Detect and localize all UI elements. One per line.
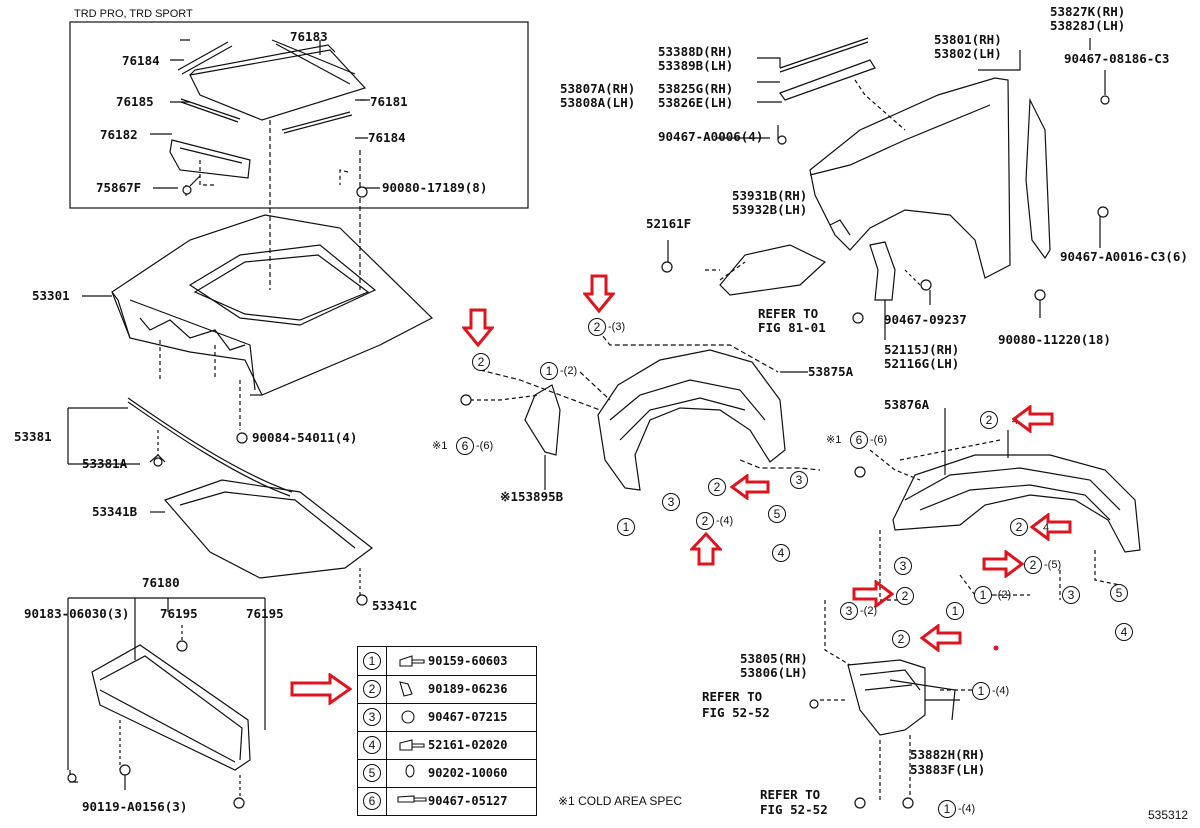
row-number: 4 [363,736,381,754]
nut-icon [387,759,427,787]
fender-liner-strip [1026,100,1050,258]
callout-circle: 1 [540,362,558,380]
row-part-number: 52161-02020 [428,738,508,752]
callout-qty: -(3) [608,321,626,333]
mudguard-53895b [525,385,560,455]
part-label: 53826E(LH) [658,95,734,110]
callout-circle: 3 [662,493,680,511]
callout-circle: 2 [980,411,998,429]
row-number: 2 [363,680,381,698]
left-arrow-icon [730,474,770,500]
part-label: 53801(RH) [934,32,1002,47]
part-label: 90467-09237 [884,312,967,327]
liner-53876a [893,455,1140,552]
row-number: 3 [363,708,381,726]
right-arrow-icon [982,550,1024,578]
callout-circle: 3 [894,557,912,575]
fastener-table [357,646,537,816]
callout-circle: 2 [708,478,726,496]
callout-circle: 6 [850,431,868,449]
row-number: 1 [363,652,381,670]
part-label: 90080-17189(8) [382,180,488,195]
callout-qty: -(5) [1044,559,1062,571]
callout-circle: 1 [974,586,992,604]
part-label: 76181 [370,94,408,109]
refer-label: FIG 52-52 [702,705,770,720]
part-label: 76183 [290,29,328,44]
part-label: 53827K(RH) [1050,4,1126,19]
bolt-icon [387,647,427,675]
callout-circle: 1 [946,602,964,620]
row-number: 5 [363,764,381,782]
callout-circle: 2 [1024,556,1042,574]
callout-qty: -(2) [860,605,878,617]
part-label: 53883F(LH) [910,762,986,777]
part-label: 53876A [884,397,930,412]
bracket-76182 [170,140,250,178]
callout-qty: 4 [1043,522,1050,534]
part-label: 53381 [14,429,52,444]
part-label: 90467-A0016-C3(6) [1060,249,1188,264]
cold-spec-mark: ※1 [432,440,448,452]
refer-label: REFER TO [702,689,763,704]
callout-qty: -(4) [992,685,1010,697]
part-label: 76195 [246,606,284,621]
part-label: 52161F [646,216,692,231]
refer-label: FIG 52-52 [760,802,828,817]
callout-circle: 4 [772,544,790,562]
left-arrow-icon [920,624,962,652]
row-part-number: 90202-10060 [428,766,508,780]
part-label: 53932B(LH) [732,202,808,217]
liner-53875a [598,350,785,490]
refer-label: FIG 81-01 [758,320,826,335]
up-arrow-icon [690,532,722,566]
callout-circle: 3 [1062,586,1080,604]
callout-circle: 1 [972,682,990,700]
screw-icon [387,731,427,759]
part-label: 53931B(RH) [732,188,808,203]
part-label: 76184 [122,53,160,68]
part-label: 76184 [368,130,406,145]
part-label: 52116G(LH) [884,356,960,371]
part-label: 90084-54011(4) [252,430,358,445]
row-number: 6 [363,792,381,810]
callout-qty: -(2) [994,589,1012,601]
part-label: 53381A [82,456,128,471]
table-row [358,759,536,788]
part-label: 90467-A0006(4) [658,129,764,144]
callout-qty: -(4) [716,515,734,527]
clip-icon [387,675,427,703]
row-part-number: 90189-06236 [428,682,508,696]
callout-circle: 1 [617,518,635,536]
part-label: 53802(LH) [934,46,1002,61]
part-label: 76195 [160,606,198,621]
part-label: 53825G(RH) [658,81,734,96]
callout-qty: -(6) [870,434,888,446]
row-part-number: 90159-60603 [428,654,508,668]
undercover [165,480,372,578]
part-label: 75867F [96,180,142,195]
part-label: 53388D(RH) [658,44,734,59]
callout-circle: 5 [768,505,786,523]
part-label: 53389B(LH) [658,58,734,73]
cold-spec-mark: ※1 [826,434,842,446]
row-part-number: 90467-07215 [428,710,508,724]
callout-circle: 2 [588,318,606,336]
callout-circle: 5 [1110,584,1128,602]
part-label: 53341B [92,504,138,519]
part-label: 76182 [100,127,138,142]
callout-qty: -(2) [560,365,578,377]
grille [92,645,250,770]
callout-circle: 2 [696,512,714,530]
part-label: 76180 [142,575,180,590]
callout-qty: -(6) [476,440,494,452]
callout-circle: 4 [1115,623,1133,641]
table-row [358,703,536,732]
left-arrow-icon [1030,513,1072,541]
row-part-number: 90467-05127 [428,794,508,808]
hood-scoop [190,50,365,120]
down-arrow-icon [583,274,615,314]
part-label: 53808A(LH) [560,95,636,110]
left-arrow-icon [1012,405,1054,433]
seal-53381 [128,398,292,496]
part-label: 53828J(LH) [1050,18,1126,33]
part-label: 52115J(RH) [884,342,960,357]
part-label: 53882H(RH) [910,747,986,762]
refer-label: REFER TO [758,306,819,321]
part-label: 90119-A0156(3) [82,799,188,814]
table-row [358,675,536,704]
callout-circle: 2 [892,630,910,648]
callout-circle: 3 [840,602,858,620]
diagram-id: 535312 [1148,808,1189,822]
table-row [358,787,536,815]
part-label: 90467-08186-C3 [1064,51,1170,66]
bracket-53805 [848,660,925,735]
callout-circle: 3 [790,471,808,489]
inset-title: TRD PRO, TRD SPORT [74,8,193,20]
clip-icon [387,703,427,731]
part-label: 53807A(RH) [560,81,636,96]
callout-qty: 4 [1012,415,1019,427]
screw-icon [387,787,427,815]
refer-label: REFER TO [760,787,821,802]
callout-circle: 1 [938,800,956,818]
table-row [358,731,536,760]
flare-53931b [720,245,825,295]
part-label: 53806(LH) [740,665,808,680]
callout-circle: 2 [472,353,490,371]
part-label: 90183-06030(3) [24,606,130,621]
part-label: ※153895B [500,489,564,504]
part-label: 53875A [808,364,854,379]
part-label: 53301 [32,288,70,303]
callout-qty: -(4) [958,803,976,815]
callout-circle: 2 [1010,518,1028,536]
part-label: 76185 [116,94,154,109]
part-label: 90080-11220(18) [998,332,1111,347]
table-row [358,647,536,676]
part-label: 53805(RH) [740,651,808,666]
right-arrow-icon [852,580,894,608]
callout-circle: 6 [456,437,474,455]
fender [810,78,1010,278]
right-arrow-icon [290,673,352,705]
callout-circle: 2 [896,587,914,605]
down-arrow-icon [462,308,494,348]
part-label: 53341C [372,598,418,613]
cold-area-note: ※1 COLD AREA SPEC [558,794,683,808]
